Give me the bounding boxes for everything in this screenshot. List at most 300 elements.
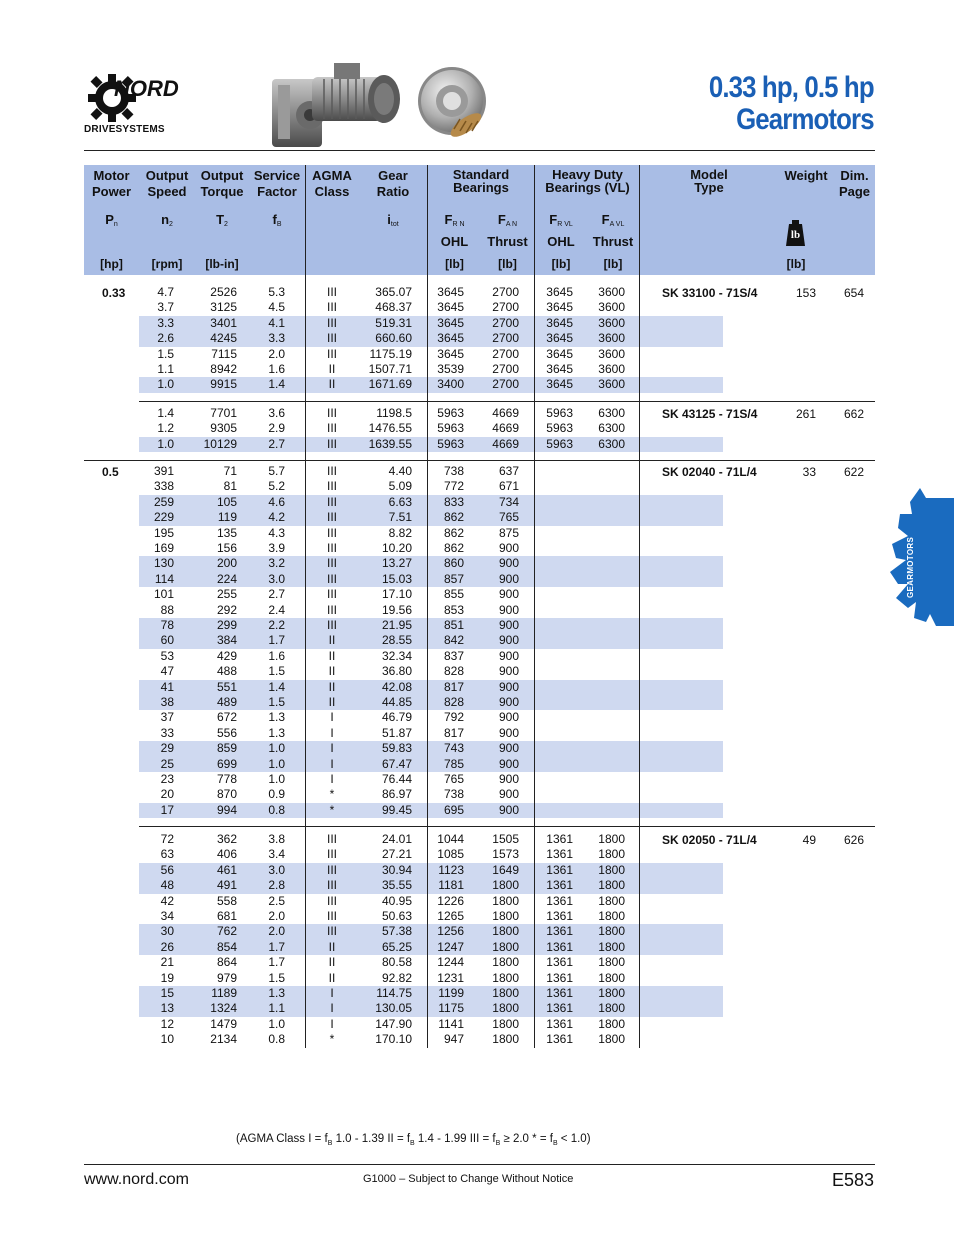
col-output-speed: Output Speed $n_2$ [rpm] xyxy=(145,168,189,271)
table-cell: 8942 xyxy=(210,362,237,376)
table-cell: 86.97 xyxy=(381,787,412,802)
table-cell: III xyxy=(326,406,337,420)
table-cell: 3645 xyxy=(437,300,464,315)
table-cell: I xyxy=(330,1016,334,1031)
hd-thrust-unit: [lb] xyxy=(603,257,623,271)
table-cell: 4.1 xyxy=(268,315,285,330)
table-cell: 200 xyxy=(216,556,237,571)
table-cell: 833 xyxy=(443,494,464,509)
table-cell: 743 xyxy=(443,741,464,756)
table-cell: 3401 xyxy=(210,315,237,330)
table-cell: 1.0 xyxy=(268,772,285,786)
table-cell: III xyxy=(326,346,337,361)
table-cell: 4.7 xyxy=(157,285,174,299)
table-cell: II xyxy=(328,362,336,376)
table-cell: III xyxy=(326,300,337,315)
table-cell: 817 xyxy=(443,679,464,694)
std-fa-symbol: $F_{A N}$ xyxy=(497,212,518,228)
table-cell: 1800 xyxy=(598,955,625,970)
table-cell: II xyxy=(328,695,336,709)
table-cell: 1198.5 xyxy=(376,406,412,420)
table-cell: 994 xyxy=(216,802,237,817)
table-cell: 900 xyxy=(498,633,519,648)
table-cell: 1800 xyxy=(598,986,625,1000)
table-cell: 42.08 xyxy=(381,679,412,694)
table-cell: 468.37 xyxy=(375,300,412,315)
table-cell: 1.4 xyxy=(157,406,174,420)
table-cell: 5.2 xyxy=(268,479,285,494)
col-model-type: Model Type xyxy=(690,167,728,195)
table-cell: 44.85 xyxy=(381,695,412,709)
table-cell: 2700 xyxy=(492,377,519,392)
table-cell: 7.51 xyxy=(388,510,412,525)
std-ohl-label: OHL xyxy=(440,234,469,249)
table-cell: 3600 xyxy=(598,331,625,346)
table-cell: 1361 xyxy=(546,832,573,846)
table-cell: III xyxy=(326,541,337,555)
table-cell: 362 xyxy=(216,832,237,846)
table-row xyxy=(84,940,875,955)
table-cell: 1199 xyxy=(438,986,464,1000)
table-cell: 900 xyxy=(498,802,519,817)
table-cell: 21 xyxy=(160,955,174,970)
weight-value: 261 xyxy=(795,407,816,421)
table-cell: 0.8 xyxy=(268,802,285,817)
table-row xyxy=(84,618,875,633)
col-agma-class: AGMA Class xyxy=(312,168,352,199)
table-cell: 3.0 xyxy=(268,862,285,877)
table-row xyxy=(84,1001,875,1016)
table-row xyxy=(84,955,875,970)
table-cell: 29 xyxy=(160,741,174,756)
dim-page-value: 654 xyxy=(843,286,864,300)
table-cell: III xyxy=(326,464,337,478)
table-cell: 1800 xyxy=(492,878,519,893)
table-cell: 3.7 xyxy=(157,300,174,315)
table-cell: 24.01 xyxy=(381,832,412,846)
page-title xyxy=(709,72,874,136)
table-cell: I xyxy=(330,725,334,740)
table-cell: 3645 xyxy=(546,331,573,346)
table-cell: 76.44 xyxy=(381,772,412,786)
std-thrust-unit: [lb] xyxy=(498,257,517,271)
table-cell: 461 xyxy=(216,862,237,877)
table-cell: 3645 xyxy=(437,331,464,346)
table-cell: 870 xyxy=(216,787,237,802)
group-divider xyxy=(139,826,875,827)
table-cell: 979 xyxy=(216,970,237,985)
table-cell: 1.5 xyxy=(268,970,285,985)
table-cell: 1.1 xyxy=(157,362,174,376)
table-cell: 10129 xyxy=(203,436,237,451)
table-cell: II xyxy=(328,648,336,663)
table-cell: 1361 xyxy=(546,847,573,862)
dim-page-value: 626 xyxy=(843,833,864,847)
table-cell: 80.58 xyxy=(381,955,412,970)
table-cell: 3600 xyxy=(598,377,625,392)
table-cell: 50.63 xyxy=(381,909,412,923)
table-row xyxy=(84,437,875,452)
table-cell: 672 xyxy=(216,710,237,725)
table-cell: 1800 xyxy=(492,955,519,970)
table-cell: 1476.55 xyxy=(368,421,412,436)
table-cell: 765 xyxy=(443,772,464,786)
table-row xyxy=(84,710,875,725)
table-cell: III xyxy=(326,587,337,602)
table-cell: 765 xyxy=(498,510,519,525)
table-cell: 900 xyxy=(498,772,519,786)
hd-fa-symbol: $F_{A VL}$ xyxy=(601,212,625,228)
table-cell: 1.6 xyxy=(268,362,285,376)
nord-logo xyxy=(84,70,184,140)
table-row xyxy=(84,878,875,893)
table-cell: 853 xyxy=(443,602,464,617)
table-cell: III xyxy=(326,618,337,632)
table-cell: 114.75 xyxy=(376,986,412,1000)
table-cell: III xyxy=(326,494,337,509)
table-cell: III xyxy=(326,315,337,330)
table-row xyxy=(84,803,875,818)
table-cell: 41 xyxy=(160,679,174,694)
table-cell: 1361 xyxy=(546,878,573,893)
table-cell: 900 xyxy=(498,756,519,771)
table-cell: 900 xyxy=(498,556,519,571)
table-row xyxy=(84,847,875,862)
table-cell: 792 xyxy=(443,710,464,725)
table-row xyxy=(84,894,875,909)
table-cell: 1.6 xyxy=(268,648,285,663)
table-cell: 114 xyxy=(154,571,174,586)
table-cell: 1361 xyxy=(546,924,573,939)
table-cell: 40.95 xyxy=(381,893,412,908)
table-cell: 828 xyxy=(443,664,464,679)
table-cell: III xyxy=(326,421,337,436)
table-cell: 900 xyxy=(498,695,519,709)
table-row xyxy=(84,526,875,541)
table-cell: 3645 xyxy=(546,377,573,392)
table-cell: 105 xyxy=(216,494,237,509)
table-cell: 10.20 xyxy=(381,541,412,555)
table-cell: 637 xyxy=(498,464,519,478)
table-row xyxy=(84,285,875,300)
table-cell: 2.0 xyxy=(268,909,285,923)
table-row xyxy=(84,1017,875,1032)
table-cell: 1.0 xyxy=(268,1016,285,1031)
std-thrust-label: Thrust xyxy=(487,234,528,249)
table-cell: 1.5 xyxy=(268,664,285,679)
table-cell: 17.10 xyxy=(381,587,412,602)
table-row xyxy=(84,1032,875,1047)
table-cell: 0.9 xyxy=(268,787,285,802)
table-cell: 338 xyxy=(153,479,174,494)
table-cell: 862 xyxy=(443,510,464,525)
table-cell: 1226 xyxy=(437,893,464,908)
table-cell: 6300 xyxy=(598,406,625,420)
dim-page-value: 622 xyxy=(843,465,864,479)
table-cell: 1800 xyxy=(598,878,625,893)
table-cell: 900 xyxy=(498,710,519,725)
table-cell: 10 xyxy=(160,1032,174,1047)
table-cell: 3.3 xyxy=(157,315,174,330)
table-cell: 1800 xyxy=(598,939,625,954)
dim-page-value: 662 xyxy=(843,407,864,421)
motor-power-value: 0.5 xyxy=(102,465,119,479)
table-row xyxy=(84,633,875,648)
table-cell: 3.8 xyxy=(268,832,285,846)
agma-legend: (AGMA Class $I = f_B$ 1.0 - 1.39 II = $f_B$ 1.4 - 1.99 III = $f_B \ge 2.0$ * = $f_B < 1.0$) xyxy=(236,1133,591,1147)
title-line-2: Gearmotors xyxy=(736,103,874,136)
table-cell: 4.5 xyxy=(268,300,285,315)
table-cell: 53 xyxy=(160,648,174,663)
table-row xyxy=(84,772,875,787)
table-cell: 406 xyxy=(216,847,237,862)
table-cell: 130 xyxy=(153,556,174,571)
table-cell: 229 xyxy=(153,510,174,525)
column-divider xyxy=(427,275,428,1048)
table-cell: II xyxy=(328,633,336,648)
table-cell: 734 xyxy=(498,494,519,509)
table-cell: 1361 xyxy=(546,893,573,908)
table-row xyxy=(84,986,875,1001)
table-cell: 1800 xyxy=(492,893,519,908)
col-dim-page: Dim. Page xyxy=(838,168,871,199)
table-cell: 488 xyxy=(216,664,237,679)
table-cell: 4669 xyxy=(492,406,519,420)
table-cell: 842 xyxy=(443,633,464,648)
table-cell: 1265 xyxy=(437,909,464,923)
table-cell: 59.83 xyxy=(381,741,412,756)
model-type-value: SK 43125 - 71S/4 xyxy=(662,407,758,421)
hd-ohl-label: OHL xyxy=(547,234,575,249)
table-cell: II xyxy=(328,377,336,392)
table-cell: 30 xyxy=(160,924,174,939)
table-cell: 51.87 xyxy=(381,725,412,740)
table-row xyxy=(84,603,875,618)
table-cell: 489 xyxy=(216,695,237,709)
table-cell: III xyxy=(326,602,337,617)
table-cell: 1256 xyxy=(437,924,464,939)
table-cell: 900 xyxy=(498,725,519,740)
table-cell: III xyxy=(326,510,337,525)
table-cell: 875 xyxy=(498,525,519,540)
table-cell: 900 xyxy=(498,571,519,586)
table-cell: 556 xyxy=(216,725,237,740)
table-cell: 3645 xyxy=(437,285,464,299)
page-number: E583 xyxy=(831,1170,874,1190)
table-cell: 2.5 xyxy=(268,893,285,908)
table-row xyxy=(84,362,875,377)
table-cell: 60 xyxy=(160,633,174,648)
table-cell: 1800 xyxy=(598,862,625,877)
table-row xyxy=(84,331,875,346)
table-cell: 30.94 xyxy=(381,862,412,877)
table-cell: 2700 xyxy=(492,331,519,346)
table-cell: 772 xyxy=(443,479,464,494)
table-cell: 1361 xyxy=(546,909,573,923)
table-row xyxy=(84,863,875,878)
table-cell: 5.09 xyxy=(388,479,412,494)
std-fr-symbol: $F_{R N}$ xyxy=(444,212,465,228)
table-cell: 1361 xyxy=(546,1032,573,1047)
table-cell: 7115 xyxy=(211,346,237,361)
table-cell: 8.82 xyxy=(388,525,412,540)
table-cell: 3.3 xyxy=(268,331,285,346)
table-cell: 292 xyxy=(216,602,237,617)
col-output-torque: Output Torque $T_2$ [lb-in] xyxy=(200,168,244,271)
table-cell: 365.07 xyxy=(375,285,412,299)
table-cell: 837 xyxy=(443,648,464,663)
table-cell: 1.4 xyxy=(268,377,285,392)
table-cell: 1800 xyxy=(492,924,519,939)
table-cell: 1507.71 xyxy=(368,362,412,376)
column-divider xyxy=(534,275,535,1048)
table-row xyxy=(84,556,875,571)
table-cell: * xyxy=(329,787,335,802)
table-cell: 57.38 xyxy=(381,924,412,939)
table-cell: 1639.55 xyxy=(368,436,412,451)
table-cell: 56 xyxy=(160,862,174,877)
brand-word: NORD xyxy=(114,76,179,101)
table-cell: 900 xyxy=(498,648,519,663)
table-cell: 384 xyxy=(216,633,237,648)
table-cell: 1479 xyxy=(210,1016,237,1031)
hd-ohl-unit: [lb] xyxy=(551,257,571,271)
col-motor-power: Motor Power $P_n$ [hp] xyxy=(91,168,131,271)
table-cell: 1361 xyxy=(546,986,573,1000)
table-cell: 1800 xyxy=(492,970,519,985)
table-cell: III xyxy=(326,331,337,346)
table-cell: 1.3 xyxy=(268,725,285,740)
table-row xyxy=(84,572,875,587)
table-cell: 1123 xyxy=(438,862,464,877)
table-cell: 519.31 xyxy=(375,315,412,330)
table-cell: 900 xyxy=(498,618,519,632)
hd-thrust-label: Thrust xyxy=(592,234,634,249)
table-cell: 1244 xyxy=(437,955,464,970)
table-cell: 900 xyxy=(498,679,519,694)
table-cell: 147.90 xyxy=(375,1016,412,1031)
table-cell: 1800 xyxy=(492,909,519,923)
table-cell: 738 xyxy=(443,464,464,478)
table-cell: 36.80 xyxy=(381,664,412,679)
table-cell: 1324 xyxy=(210,1001,237,1016)
table-cell: 695 xyxy=(443,802,464,817)
table-cell: 1800 xyxy=(598,847,625,862)
table-row xyxy=(84,479,875,494)
table-cell: 2.6 xyxy=(157,331,174,346)
table-row xyxy=(84,924,875,939)
table-cell: 4245 xyxy=(210,331,237,346)
gearmotor-image xyxy=(272,57,408,149)
table-cell: 762 xyxy=(216,924,237,939)
table-cell: 1.5 xyxy=(157,346,174,361)
table-cell: 1800 xyxy=(598,909,625,923)
table-cell: 101 xyxy=(153,587,174,602)
model-type-value: SK 02050 - 71L/4 xyxy=(662,833,757,847)
table-cell: 25 xyxy=(160,756,174,771)
table-row xyxy=(84,377,875,392)
table-cell: 2700 xyxy=(492,300,519,315)
table-cell: 169 xyxy=(153,541,174,555)
table-cell: 1247 xyxy=(437,939,464,954)
table-cell: II xyxy=(328,939,336,954)
table-cell: 2.8 xyxy=(268,878,285,893)
table-cell: 828 xyxy=(443,695,464,709)
table-cell: I xyxy=(330,986,334,1000)
table-cell: 947 xyxy=(443,1032,464,1047)
table-cell: III xyxy=(326,862,337,877)
table-cell: 1175 xyxy=(438,1001,464,1016)
table-cell: III xyxy=(326,909,337,923)
table-cell: I xyxy=(330,741,334,756)
table-cell: 660.60 xyxy=(375,331,412,346)
table-cell: 26 xyxy=(160,939,174,954)
table-cell: 1800 xyxy=(598,1032,625,1047)
table-row xyxy=(84,680,875,695)
table-cell: 135 xyxy=(216,525,237,540)
model-type-value: SK 33100 - 71S/4 xyxy=(662,286,758,300)
table-cell: 156 xyxy=(216,541,237,555)
table-cell: 1361 xyxy=(546,970,573,985)
table-row xyxy=(84,464,875,479)
table-cell: 1.3 xyxy=(268,986,285,1000)
motor-power-value: 0.33 xyxy=(102,286,126,300)
table-row xyxy=(84,649,875,664)
website-link[interactable]: www.nord.com xyxy=(84,1171,189,1188)
group-divider xyxy=(139,401,875,402)
table-cell: 1.7 xyxy=(268,955,285,970)
header-rule xyxy=(84,150,875,151)
table-cell: 900 xyxy=(498,664,519,679)
table-cell: 1.7 xyxy=(268,633,285,648)
table-cell: 1573 xyxy=(492,847,519,862)
table-cell: 491 xyxy=(216,878,237,893)
table-cell: 81 xyxy=(223,479,237,494)
table-cell: 1800 xyxy=(492,1032,519,1047)
table-cell: 681 xyxy=(216,909,237,923)
table-cell: 900 xyxy=(498,587,519,602)
table-row xyxy=(84,510,875,525)
table-cell: 2526 xyxy=(210,285,237,299)
table-row xyxy=(84,909,875,924)
table-cell: 3539 xyxy=(437,362,464,376)
table-cell: 738 xyxy=(443,787,464,802)
table-cell: I xyxy=(330,1001,334,1016)
table-cell: 817 xyxy=(443,725,464,740)
table-row xyxy=(84,757,875,772)
table-row xyxy=(84,316,875,331)
table-cell: 4.40 xyxy=(388,464,412,478)
table-row xyxy=(84,695,875,710)
table-cell: 1189 xyxy=(211,986,237,1000)
table-cell: 1800 xyxy=(492,939,519,954)
table-cell: 6300 xyxy=(598,421,625,436)
table-cell: 1.4 xyxy=(268,679,285,694)
table-cell: 1.0 xyxy=(157,377,174,392)
table-cell: 558 xyxy=(216,893,237,908)
table-cell: III xyxy=(326,285,337,299)
table-cell: 1.2 xyxy=(157,421,174,436)
table-cell: 2.0 xyxy=(268,346,285,361)
table-row xyxy=(84,406,875,421)
table-cell: II xyxy=(328,970,336,985)
col-heavy-duty-bearings: Heavy Duty Bearings (VL) xyxy=(545,167,630,195)
table-cell: 195 xyxy=(153,525,174,540)
table-cell: 42 xyxy=(160,893,174,908)
col-service-factor: Service Factor $f_B$ xyxy=(253,168,301,228)
table-cell: 900 xyxy=(498,541,519,555)
table-cell: 259 xyxy=(153,494,174,509)
